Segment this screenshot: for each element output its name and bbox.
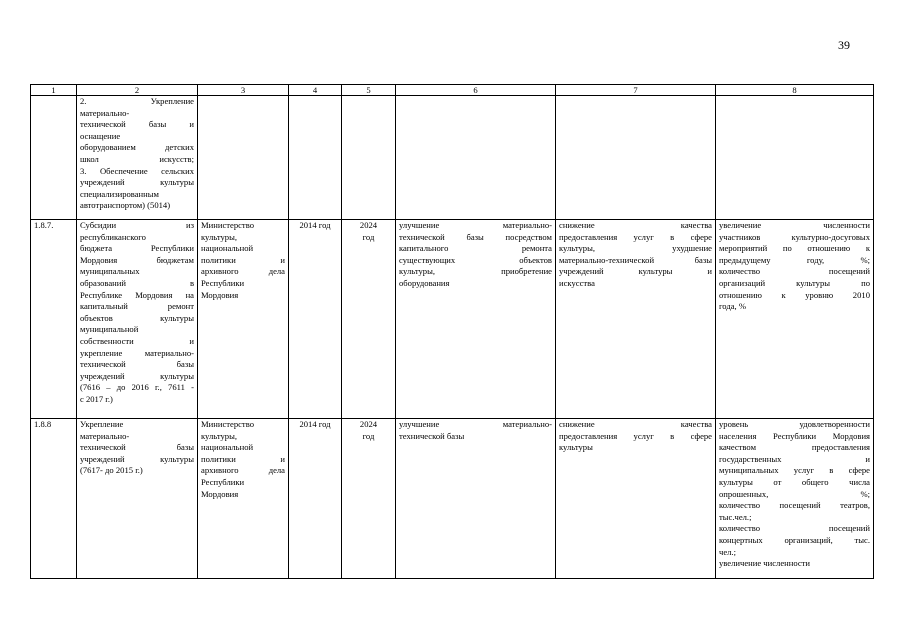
cell-text-line: капитального ремонта <box>399 243 552 254</box>
row-number: 1.8.8 <box>31 419 77 579</box>
cell-text-line: технической базы и <box>80 119 194 130</box>
measures-table <box>30 84 874 579</box>
cell-text-line: год <box>362 430 375 441</box>
cell-text-line: населения Республики Мордовия <box>719 430 870 441</box>
cell-text-line: год <box>362 231 375 242</box>
measure-name <box>77 96 198 220</box>
end-year <box>342 419 396 579</box>
cell-text-line: технической базы <box>80 359 194 370</box>
cell-text-line: Республике Мордовия на <box>80 289 194 300</box>
cell-text-line: 2024 <box>359 220 378 230</box>
cell-text-line: технической базы посредством <box>399 231 552 242</box>
cell-text-line: республиканского <box>80 231 146 242</box>
row-number <box>31 96 77 220</box>
cell-text-line: организаций культуры по <box>719 277 870 288</box>
cell-text-line: улучшение материально- <box>399 220 552 230</box>
page-number: 39 <box>838 38 850 52</box>
cell-text-line: архивного дела <box>201 465 285 476</box>
cell-text-line: материально- <box>80 107 130 118</box>
cell-text-line: культуры, ухудшение <box>559 243 712 254</box>
cell-text-line: количество посещений театров, <box>719 500 870 511</box>
executor <box>198 96 289 220</box>
cell-text-line: учреждений культуры <box>80 370 194 381</box>
cell-text-line: (7616 – до 2016 г., 7611 - <box>80 382 194 393</box>
cell-text-line: укрепление материально- <box>80 347 194 358</box>
start-year <box>289 96 342 220</box>
consequences <box>556 220 716 419</box>
cell-text-line: государственных и <box>719 453 870 464</box>
column-number: 4 <box>289 85 342 96</box>
cell-text-line: национальной <box>201 442 254 453</box>
column-numbers-row <box>31 85 874 96</box>
cell-text-line: Мордовия <box>201 289 239 300</box>
cell-text-line: специализированным <box>80 188 159 199</box>
measure-name <box>77 419 198 579</box>
cell-text-line: (7617- до 2015 г.) <box>80 465 143 476</box>
expected-result <box>396 220 556 419</box>
cell-text-line: объектов культуры <box>80 312 194 323</box>
cell-text-line: школ искусств; <box>80 153 194 164</box>
end-year <box>342 220 396 419</box>
cell-text-line: тыс.чел.; <box>719 511 752 522</box>
column-number: 2 <box>77 85 198 96</box>
start-year: 2014 год <box>289 419 342 579</box>
cell-text-line: образований в <box>80 277 194 288</box>
consequences <box>556 419 716 579</box>
cell-text-line: материально-технической базы <box>559 254 712 265</box>
cell-text-line: Республики <box>201 277 245 288</box>
indicators <box>716 220 874 419</box>
cell-text-line: искусства <box>559 277 595 288</box>
cell-text-line: Субсидии из <box>80 220 194 230</box>
cell-text-line: учреждений культуры <box>80 453 194 464</box>
cell-text-line: качеством предоставления <box>719 442 870 453</box>
cell-text-line: национальной <box>201 243 254 254</box>
cell-text-line: муниципальных услуг в сфере <box>719 465 870 476</box>
table-row <box>31 220 874 419</box>
cell-text-line: уровень удовлетворенности <box>719 419 870 429</box>
cell-text-line: капитальный ремонт <box>80 301 194 312</box>
cell-text-line: чел.; <box>719 546 736 557</box>
cell-text-line: муниципальных <box>80 266 140 277</box>
cell-text-line: политики и <box>201 453 285 464</box>
cell-text-line: увеличение численности <box>719 220 870 230</box>
cell-text-line: количество посещений <box>719 266 870 277</box>
cell-text-line: материально- <box>80 430 130 441</box>
cell-text-line: года, % <box>719 301 747 312</box>
column-number: 5 <box>342 85 396 96</box>
row-number: 1.8.7. <box>31 220 77 419</box>
start-year: 2014 год <box>289 220 342 419</box>
cell-text-line: Укрепление <box>80 419 124 429</box>
cell-text-line: архивного дела <box>201 266 285 277</box>
column-number: 7 <box>556 85 716 96</box>
cell-text-line: снижение качества <box>559 419 712 429</box>
consequences <box>556 96 716 220</box>
cell-text-line: концертных организаций, тыс. <box>719 534 870 545</box>
cell-text-line: 3. Обеспечение сельских <box>80 165 194 176</box>
cell-text-line: Мордовия бюджетам <box>80 254 194 265</box>
table-row <box>31 419 874 579</box>
cell-text-line: Министерство <box>201 220 254 230</box>
executor <box>198 419 289 579</box>
cell-text-line: собственности и <box>80 335 194 346</box>
expected-result <box>396 96 556 220</box>
cell-text-line: мероприятий по отношению к <box>719 243 870 254</box>
cell-text-line: бюджета Республики <box>80 243 194 254</box>
cell-text-line: Министерство <box>201 419 254 429</box>
cell-text-line: увеличение численности <box>719 558 811 569</box>
column-number: 1 <box>31 85 77 96</box>
cell-text-line: снижение качества <box>559 220 712 230</box>
indicators <box>716 96 874 220</box>
cell-text-line: учреждений культуры <box>80 177 194 188</box>
column-number: 8 <box>716 85 874 96</box>
table-row <box>31 96 874 220</box>
column-number: 6 <box>396 85 556 96</box>
cell-text-line: культуры от общего числа <box>719 476 870 487</box>
cell-text-line: опрошенных, %; <box>719 488 870 499</box>
cell-text-line: политики и <box>201 254 285 265</box>
cell-text-line: отношению к уровню 2010 <box>719 289 870 300</box>
cell-text-line: количество посещений <box>719 523 870 534</box>
end-year <box>342 96 396 220</box>
cell-text-line: оборудования <box>399 277 450 288</box>
cell-text-line: оснащение <box>80 130 121 141</box>
cell-text-line: улучшение материально- <box>399 419 552 429</box>
cell-text-line: 2024 <box>359 419 378 429</box>
cell-text-line: предоставления услуг в сфере <box>559 430 712 441</box>
cell-text-line: учреждений культуры и <box>559 266 712 277</box>
expected-result <box>396 419 556 579</box>
cell-text-line: участников культурно-досуговых <box>719 231 870 242</box>
cell-text-line: культуры, <box>201 231 238 242</box>
executor <box>198 220 289 419</box>
cell-text-line: культуры, <box>201 430 238 441</box>
cell-text-line: Республики <box>201 476 245 487</box>
column-number: 3 <box>198 85 289 96</box>
cell-text-line: существующих объектов <box>399 254 552 265</box>
indicators <box>716 419 874 579</box>
cell-text-line: технической базы <box>80 442 194 453</box>
cell-text-line: с 2017 г.) <box>80 393 113 404</box>
cell-text-line: автотранспортом) (5014) <box>80 200 171 211</box>
measure-name <box>77 220 198 419</box>
cell-text-line: культуры <box>559 442 593 453</box>
cell-text-line: муниципальной <box>80 324 139 335</box>
cell-text-line: технической базы <box>399 430 465 441</box>
cell-text-line: оборудованием детских <box>80 142 194 153</box>
cell-text-line: предоставления услуг в сфере <box>559 231 712 242</box>
cell-text-line: культуры, приобретение <box>399 266 552 277</box>
cell-text-line: предыдущему году, %; <box>719 254 870 265</box>
cell-text-line: Мордовия <box>201 488 239 499</box>
cell-text-line: 2. Укрепление <box>80 96 194 106</box>
